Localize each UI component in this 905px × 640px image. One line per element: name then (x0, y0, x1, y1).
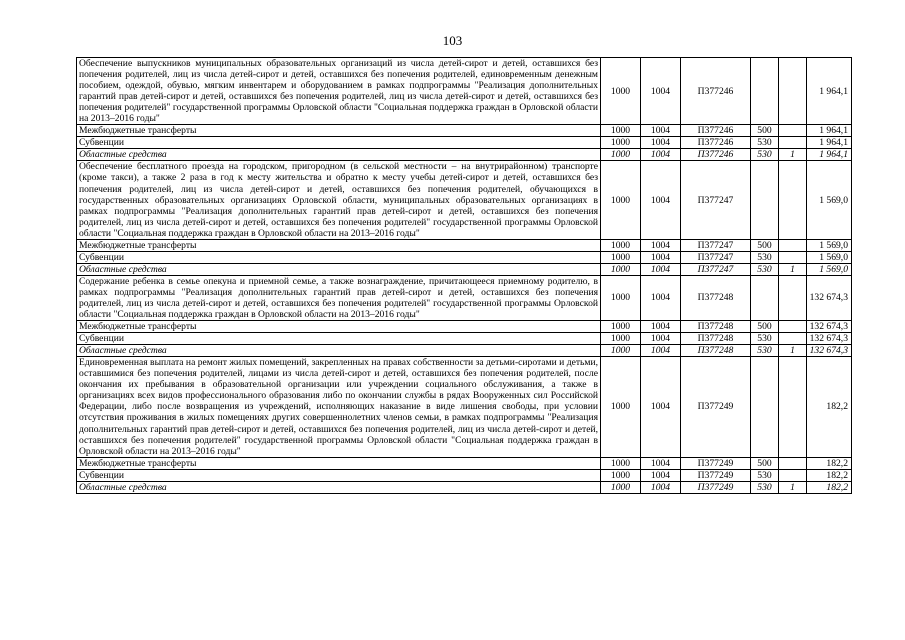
cell-description: Межбюджетные трансферты (77, 321, 601, 333)
table-row (77, 481, 852, 493)
table-row (77, 137, 852, 149)
cell-target-article: П377249 (681, 469, 751, 481)
cell-section: 1000 (601, 251, 641, 263)
table-row (77, 251, 852, 263)
cell-amount: 1 964,1 (807, 58, 852, 125)
cell-expense-type: 530 (751, 137, 779, 149)
cell-description: Областные средства (77, 263, 601, 275)
cell-subsection: 1004 (641, 469, 681, 481)
cell-expense-type: 530 (751, 149, 779, 161)
cell-section: 1000 (601, 345, 641, 357)
cell-target-article: П377248 (681, 345, 751, 357)
cell-section: 1000 (601, 58, 641, 125)
cell-amount: 1 569,0 (807, 263, 852, 275)
cell-expense-type: 500 (751, 125, 779, 137)
table-row (77, 321, 852, 333)
cell-section: 1000 (601, 125, 641, 137)
cell-funding-source (779, 457, 807, 469)
cell-funding-source (779, 357, 807, 457)
cell-subsection: 1004 (641, 161, 681, 239)
cell-expense-type: 530 (751, 345, 779, 357)
table-row (77, 345, 852, 357)
cell-subsection: 1004 (641, 263, 681, 275)
cell-description: Областные средства (77, 481, 601, 493)
cell-funding-source: 1 (779, 263, 807, 275)
cell-target-article: П377247 (681, 161, 751, 239)
cell-section: 1000 (601, 333, 641, 345)
table-row-program (77, 357, 852, 457)
cell-funding-source (779, 251, 807, 263)
cell-section: 1000 (601, 161, 641, 239)
cell-expense-type: 530 (751, 263, 779, 275)
cell-amount: 132 674,3 (807, 321, 852, 333)
cell-description: Областные средства (77, 149, 601, 161)
table-row-program (77, 275, 852, 320)
cell-section: 1000 (601, 137, 641, 149)
table-row (77, 149, 852, 161)
cell-amount: 182,2 (807, 481, 852, 493)
cell-description: Межбюджетные трансферты (77, 239, 601, 251)
cell-description: Субвенции (77, 333, 601, 345)
table-row-program (77, 161, 852, 239)
cell-funding-source: 1 (779, 149, 807, 161)
cell-amount: 132 674,3 (807, 333, 852, 345)
table-row (77, 469, 852, 481)
cell-target-article: П377246 (681, 58, 751, 125)
cell-description: Обеспечение бесплатного проезда на городском, пригородном (в сельской местности – на внутрирайонном) транспорте (кроме такси), а также 2 раза в год к месту жительства и обратно к месту учебы детей-сирот и детей, оставшихся без попечения родителей, лиц из числа детей-сирот и детей, оставшихся без попечения родителей, обучающихся в государственных образовательных организациях Орловской области, муниципальных образовательных организациях в рамках подпрограммы "Реализация дополнительных гарантий прав детей-сирот и детей, оставшихся без попечения родителей, лиц из числа детей-сирот и детей, оставшихся без попечения родителей" государственной программы Орловской области "Социальная поддержка граждан в Орловской области на 2013–2016 годы" (77, 161, 601, 239)
cell-funding-source (779, 275, 807, 320)
cell-amount: 1 569,0 (807, 161, 852, 239)
cell-description: Субвенции (77, 137, 601, 149)
cell-expense-type (751, 275, 779, 320)
cell-section: 1000 (601, 263, 641, 275)
cell-amount: 1 569,0 (807, 239, 852, 251)
cell-funding-source (779, 137, 807, 149)
cell-target-article: П377248 (681, 333, 751, 345)
cell-funding-source (779, 321, 807, 333)
cell-description: Межбюджетные трансферты (77, 457, 601, 469)
cell-funding-source (779, 125, 807, 137)
cell-expense-type (751, 161, 779, 239)
cell-subsection: 1004 (641, 137, 681, 149)
cell-expense-type: 530 (751, 469, 779, 481)
table-row (77, 125, 852, 137)
cell-section: 1000 (601, 275, 641, 320)
cell-subsection: 1004 (641, 239, 681, 251)
cell-subsection: 1004 (641, 58, 681, 125)
cell-funding-source: 1 (779, 345, 807, 357)
cell-expense-type: 500 (751, 321, 779, 333)
cell-target-article: П377249 (681, 481, 751, 493)
cell-amount: 182,2 (807, 357, 852, 457)
cell-description: Содержание ребенка в семье опекуна и приемной семье, а также вознаграждение, причитающееся приемному родителю, в рамках подпрограммы "Реализация дополнительных гарантий прав детей-сирот и детей, оставшихся без попечения родителей, лиц из числа детей-сирот и детей, оставшихся без попечения родителей" государственной программы Орловской области "Социальная поддержка граждан в Орловской области на 2013–2016 годы" (77, 275, 601, 320)
table-row (77, 457, 852, 469)
cell-section: 1000 (601, 149, 641, 161)
cell-funding-source (779, 58, 807, 125)
cell-expense-type (751, 58, 779, 125)
cell-subsection: 1004 (641, 125, 681, 137)
cell-section: 1000 (601, 239, 641, 251)
cell-description: Субвенции (77, 469, 601, 481)
cell-target-article: П377248 (681, 321, 751, 333)
cell-amount: 1 964,1 (807, 149, 852, 161)
cell-funding-source (779, 161, 807, 239)
cell-expense-type: 530 (751, 481, 779, 493)
budget-table (76, 57, 852, 494)
table-row (77, 239, 852, 251)
cell-amount: 182,2 (807, 469, 852, 481)
cell-expense-type: 500 (751, 239, 779, 251)
cell-section: 1000 (601, 321, 641, 333)
cell-funding-source (779, 333, 807, 345)
cell-description: Областные средства (77, 345, 601, 357)
cell-expense-type: 530 (751, 333, 779, 345)
cell-target-article: П377248 (681, 275, 751, 320)
cell-section: 1000 (601, 481, 641, 493)
cell-funding-source (779, 469, 807, 481)
table-row (77, 333, 852, 345)
cell-subsection: 1004 (641, 321, 681, 333)
cell-amount: 132 674,3 (807, 345, 852, 357)
cell-funding-source (779, 239, 807, 251)
cell-subsection: 1004 (641, 481, 681, 493)
cell-amount: 1 964,1 (807, 137, 852, 149)
cell-subsection: 1004 (641, 333, 681, 345)
cell-target-article: П377246 (681, 137, 751, 149)
cell-target-article: П377247 (681, 251, 751, 263)
cell-target-article: П377247 (681, 239, 751, 251)
cell-amount: 182,2 (807, 457, 852, 469)
cell-target-article: П377246 (681, 149, 751, 161)
cell-target-article: П377249 (681, 357, 751, 457)
cell-section: 1000 (601, 357, 641, 457)
cell-funding-source: 1 (779, 481, 807, 493)
cell-section: 1000 (601, 469, 641, 481)
cell-description: Межбюджетные трансферты (77, 125, 601, 137)
cell-target-article: П377246 (681, 125, 751, 137)
cell-subsection: 1004 (641, 275, 681, 320)
cell-expense-type: 500 (751, 457, 779, 469)
cell-expense-type (751, 357, 779, 457)
cell-section: 1000 (601, 457, 641, 469)
table-body (77, 58, 852, 494)
cell-target-article: П377247 (681, 263, 751, 275)
page-number: 103 (442, 33, 463, 48)
cell-amount: 1 964,1 (807, 125, 852, 137)
cell-amount: 1 569,0 (807, 251, 852, 263)
cell-subsection: 1004 (641, 251, 681, 263)
cell-subsection: 1004 (641, 149, 681, 161)
table-row (77, 263, 852, 275)
cell-description: Субвенции (77, 251, 601, 263)
cell-subsection: 1004 (641, 457, 681, 469)
cell-target-article: П377249 (681, 457, 751, 469)
cell-expense-type: 530 (751, 251, 779, 263)
cell-subsection: 1004 (641, 357, 681, 457)
cell-description: Обеспечение выпускников муниципальных образовательных организаций из числа детей-сирот и детей, оставшихся без попечения родителей, лиц из числа детей-сирот и детей, оставшихся без попечения родителей, единовременным денежным пособием, одеждой, обувью, мягким инвентарем и оборудованием в рамках подпрограммы "Реализация дополнительных гарантий прав детей-сирот и детей, оставшихся без попечения родителей, лиц из числа детей-сирот и детей, оставшихся без попечения родителей" государственной программы Орловской области "Социальная поддержка граждан в Орловской области на 2013–2016 годы" (77, 58, 601, 125)
cell-description: Единовременная выплата на ремонт жилых помещений, закрепленных на правах собственности за детьми-сиротами и детьми, оставшимися без попечения родителей, лицами из числа детей-сирот и детей, оставшихся без попечения родителей, после окончания их пребывания в образовательной организации или учреждении социального обслуживания, а также в организациях всех видов профессионального образования либо по окончании службы в рядах Вооруженных сил Российской Федерации, либо после возвращения из учреждений, исполняющих наказание в виде лишения свободы, при условии отсутствия проживания в жилых помещениях других совершеннолетних членов семьи, в рамках подпрограммы "Реализация дополнительных гарантий прав детей-сирот и детей, оставшихся без попечения родителей, лиц из числа детей-сирот и детей, оставшихся без попечения родителей" государственной программы Орловской области "Социальная поддержка граждан в Орловской области на 2013–2016 годы" (77, 357, 601, 457)
cell-subsection: 1004 (641, 345, 681, 357)
cell-amount: 132 674,3 (807, 275, 852, 320)
table-row-program (77, 58, 852, 125)
